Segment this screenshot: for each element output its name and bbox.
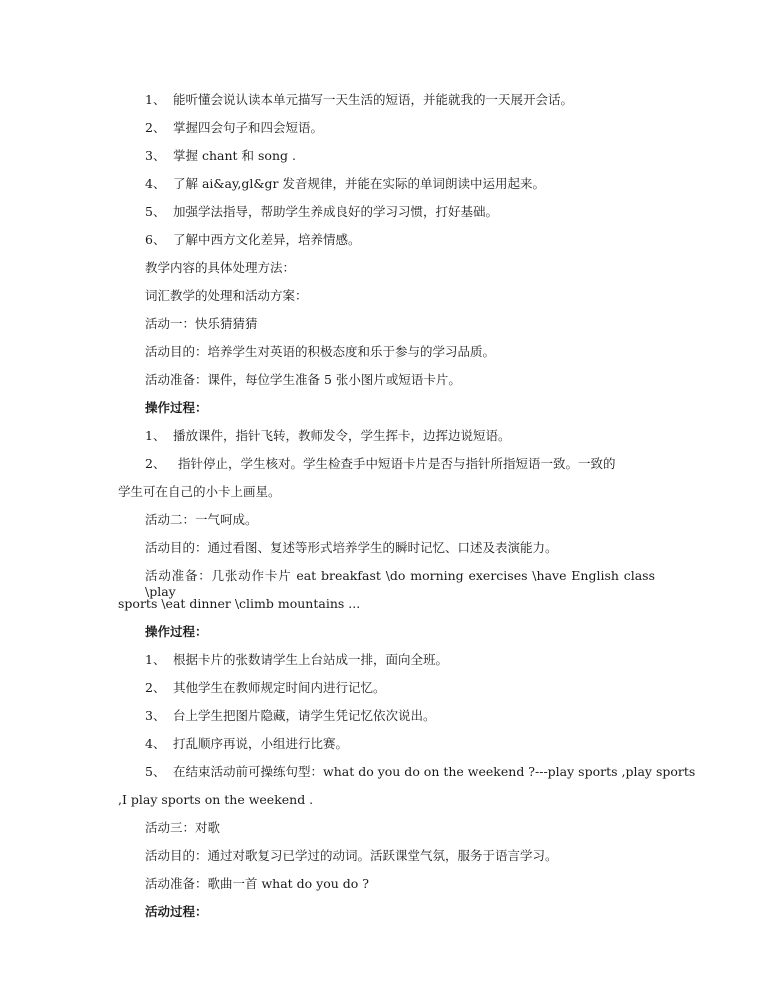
activity2-goal: 活动目的：通过看图、复述等形式培养学生的瞬时记忆、口述及表演能力。 [145,540,558,555]
activity2-prep-continuation: sports \eat dinner \climb mountains ... [118,596,361,611]
objective-number: 5、 [145,204,166,219]
objective-number: 6、 [145,232,166,247]
step-text: 台上学生把图片隐藏，请学生凭记忆依次说出。 [173,708,436,723]
objective-item [145,204,655,220]
objective-text: 掌握 chant 和 song . [173,148,296,163]
objective-text: 掌握四会句子和四会短语。 [173,120,324,135]
objective-text: 加强学法指导，帮助学生养成良好的学习习惯，打好基础。 [173,204,499,219]
objective-item [145,176,655,192]
activity3-process-label: 活动过程： [145,904,208,919]
objective-number: 4、 [145,176,166,191]
objective-number: 3、 [145,148,166,163]
step-number: 5、 [145,764,166,779]
activity2-step [145,652,655,668]
objective-text: 了解 ai&ay,gl&gr 发音规律，并能在实际的单词朗读中运用起来。 [173,176,545,191]
activity1-step-continuation: 学生可在自己的小卡上画星。 [118,484,281,499]
activity1-prep: 活动准备：课件，每位学生准备 5 张小图片或短语卡片。 [145,372,461,387]
heading-vocabulary: 词汇教学的处理和活动方案： [145,288,308,303]
activity3-goal: 活动目的：通过对歌复习已学过的动词。活跃课堂气氛，服务于语言学习。 [145,848,558,863]
activity2-step [145,708,655,724]
objective-text: 能听懂会说认读本单元描写一天生活的短语，并能就我的一天展开会话。 [173,92,574,107]
objective-text: 了解中西方文化差异，培养情感。 [173,232,361,247]
activity2-prep: 活动准备：几张动作卡片 eat breakfast \do morning exercises \have English class \play [145,568,655,599]
objective-item [145,120,655,136]
activity2-step [145,736,655,752]
activity3-prep: 活动准备：歌曲一首 what do you do ? [145,876,369,891]
step-number: 4、 [145,736,166,751]
activity1-process-label: 操作过程： [145,400,208,415]
activity1-goal: 活动目的：培养学生对英语的积极态度和乐于参与的学习品质。 [145,344,496,359]
step-number: 1、 [145,428,166,443]
step-text: 打乱顺序再说，小组进行比赛。 [173,736,349,751]
step-number: 3、 [145,708,166,723]
step-number: 2、 [145,680,166,695]
activity1-step [145,456,655,472]
activity2-title: 活动二：一气呵成。 [145,512,258,527]
objective-item [145,232,655,248]
step-number: 2、 [145,456,166,471]
objective-number: 1、 [145,92,166,107]
activity2-step [145,680,655,696]
step-text: 在结束活动前可操练句型：what do you do on the weekend ?---play sports ,play sports [173,764,696,779]
step-text: 根据卡片的张数请学生上台站成一排，面向全班。 [173,652,449,667]
activity2-step [145,764,696,780]
activity1-title: 活动一：快乐猜猜猜 [145,316,258,331]
step-text: 其他学生在教师规定时间内进行记忆。 [173,680,386,695]
step-number: 1、 [145,652,166,667]
step-text: 指针停止，学生核对。学生检查手中短语卡片是否与指针所指短语一致。一致的 [178,456,616,471]
activity2-step-continuation: ,I play sports on the weekend . [118,792,314,807]
objective-item [145,148,655,164]
activity2-process-label: 操作过程： [145,624,208,639]
heading-content-methods: 教学内容的具体处理方法： [145,260,296,275]
activity3-title: 活动三：对歌 [145,820,221,835]
objective-number: 2、 [145,120,166,135]
activity1-step [145,428,655,444]
step-text: 播放课件，指针飞转，教师发令，学生挥卡，边挥边说短语。 [173,428,511,443]
objective-item [145,92,655,108]
